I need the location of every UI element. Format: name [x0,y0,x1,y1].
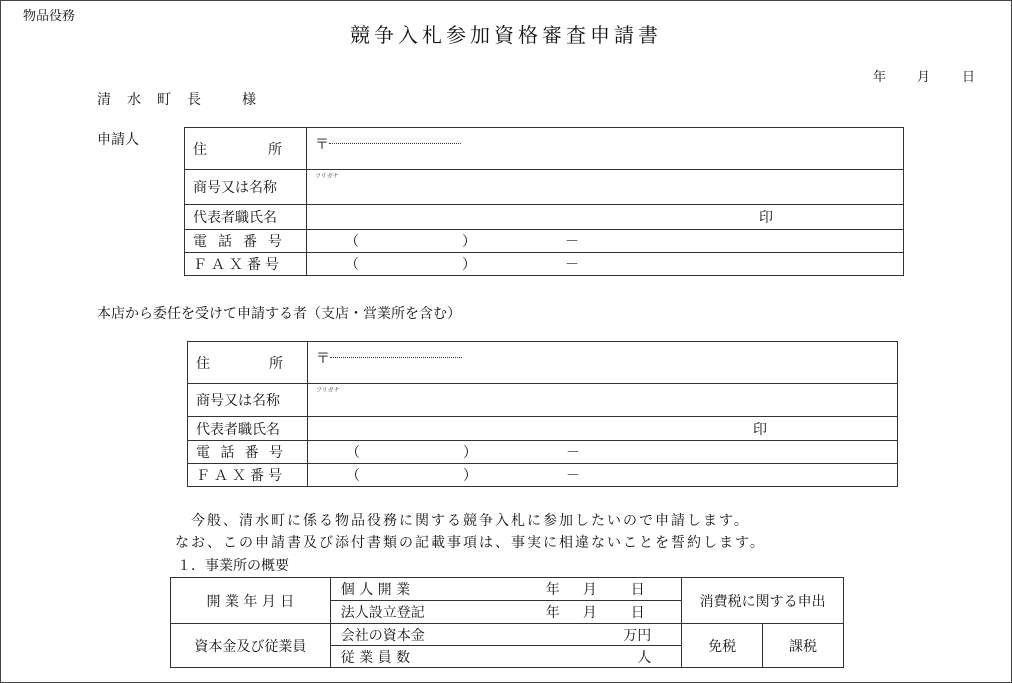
employees-unit: 人 [637,649,652,666]
addressee-char: 長 [187,92,201,108]
postal-mark-icon: 〒 [315,351,330,367]
phone-label-char: 話 [220,445,235,461]
document-title: 競争入札参加資格審査申請書 [350,23,662,47]
paren-open: （ [344,234,359,250]
paren-close: ） [462,468,477,484]
phone-label-char: 番 [242,234,257,250]
applicant-label: 申請人 [97,132,139,148]
dash: － [564,257,579,273]
dash: － [564,234,579,250]
corp-registration-row[interactable] [330,601,681,624]
statement-line-2: なお、この申請書及び添付書類の記載事項は、事実に相違ないことを誓約します。 [175,535,766,551]
name-label: 商号又は名称 [185,170,307,205]
addressee-char: 水 [127,92,141,108]
furigana-label: フリガナ [315,387,340,394]
delegate-address-field[interactable] [307,342,897,384]
day-label: 日 [630,582,645,598]
paren-close: ） [462,445,477,461]
employees-label: 従 業 員 数 [340,649,411,666]
postal-code-line [330,357,462,358]
addressee-honorific: 様 [242,92,256,108]
seal-mark: 印 [753,421,767,438]
phone-label-char: 電 [196,445,210,461]
individual-open-label: 個 人 開 業 [340,582,411,598]
representative-label: 代表者職氏名 [188,417,308,441]
tax-exempt-option[interactable]: 免税 [682,624,763,668]
delegate-representative-field[interactable] [307,417,897,441]
seal-mark: 印 [759,210,773,226]
paren-open: （ [345,468,360,484]
postal-code-line [329,143,461,144]
delegate-phone-field[interactable] [307,441,897,464]
name-label: 商号又は名称 [188,384,308,417]
postal-mark-icon: 〒 [314,137,329,153]
dash: － [565,468,580,484]
applicant-phone-field[interactable] [306,230,903,253]
address-label-cell [188,342,308,384]
delegate-fax-field[interactable] [307,464,897,487]
applicant-representative-field[interactable] [306,205,903,230]
address-label-part: 所 [268,355,283,372]
business-overview-table [170,577,844,668]
applicant-table [184,127,904,276]
date-month-label: 月 [917,70,931,85]
addressee-char: 清 [97,92,111,108]
phone-label-char: 号 [267,234,282,250]
month-label: 月 [582,605,597,621]
day-label: 日 [630,605,645,621]
capital-row[interactable] [330,624,681,646]
address-label-part: 住 [196,355,210,372]
phone-label-char: 話 [217,234,232,250]
addressee-char: 町 [157,92,171,108]
tax-declaration-label: 消費税に関する申出 [682,578,844,624]
applicant-name-field[interactable] [306,170,903,205]
paren-open: （ [344,257,359,273]
phone-label-cell [185,230,307,253]
phone-label-cell [188,441,308,464]
capital-employees-label: 資本金及び従業員 [171,624,331,668]
fax-label: ＦＡＸ番号 [188,464,308,487]
dash: － [565,445,580,461]
phone-label-char: 電 [193,234,207,250]
delegate-name-field[interactable] [307,384,897,417]
open-date-label: 開 業 年 月 日 [171,578,331,624]
applicant-fax-field[interactable] [306,253,903,276]
paren-close: ） [461,257,476,273]
fax-label: ＦＡＸ番号 [185,253,307,276]
addressee [97,89,256,109]
individual-open-row[interactable] [330,578,681,601]
tax-taxable-option[interactable]: 課税 [763,624,844,668]
address-label-part: 住 [193,141,207,158]
corp-registration-label: 法人設立登記 [340,605,425,621]
month-label: 月 [582,582,597,598]
date-year-label: 年 [873,70,887,85]
address-label-cell [185,128,307,170]
phone-label-char: 号 [268,445,283,461]
furigana-label: フリガナ [314,173,339,180]
paren-close: ） [461,234,476,250]
date-day-label: 日 [962,70,976,85]
year-label: 年 [545,582,560,598]
representative-label: 代表者職氏名 [185,205,307,230]
category-label: 物品役務 [23,9,76,24]
statement-line-1: 今般、清水町に係る物品役務に関する競争入札に参加したいので申請します。 [191,513,750,529]
paren-open: （ [345,445,360,461]
capital-unit: 万円 [623,627,652,644]
delegate-section-label: 本店から委任を受けて申請する者（支店・営業所を含む） [97,306,461,322]
employees-row[interactable] [330,646,681,668]
applicant-address-field[interactable] [306,128,903,170]
address-label-part: 所 [267,141,282,158]
year-label: 年 [545,605,560,621]
phone-label-char: 番 [244,445,259,461]
overview-heading: １．事業所の概要 [177,558,289,574]
delegate-table [187,341,898,487]
capital-label: 会社の資本金 [340,627,425,644]
